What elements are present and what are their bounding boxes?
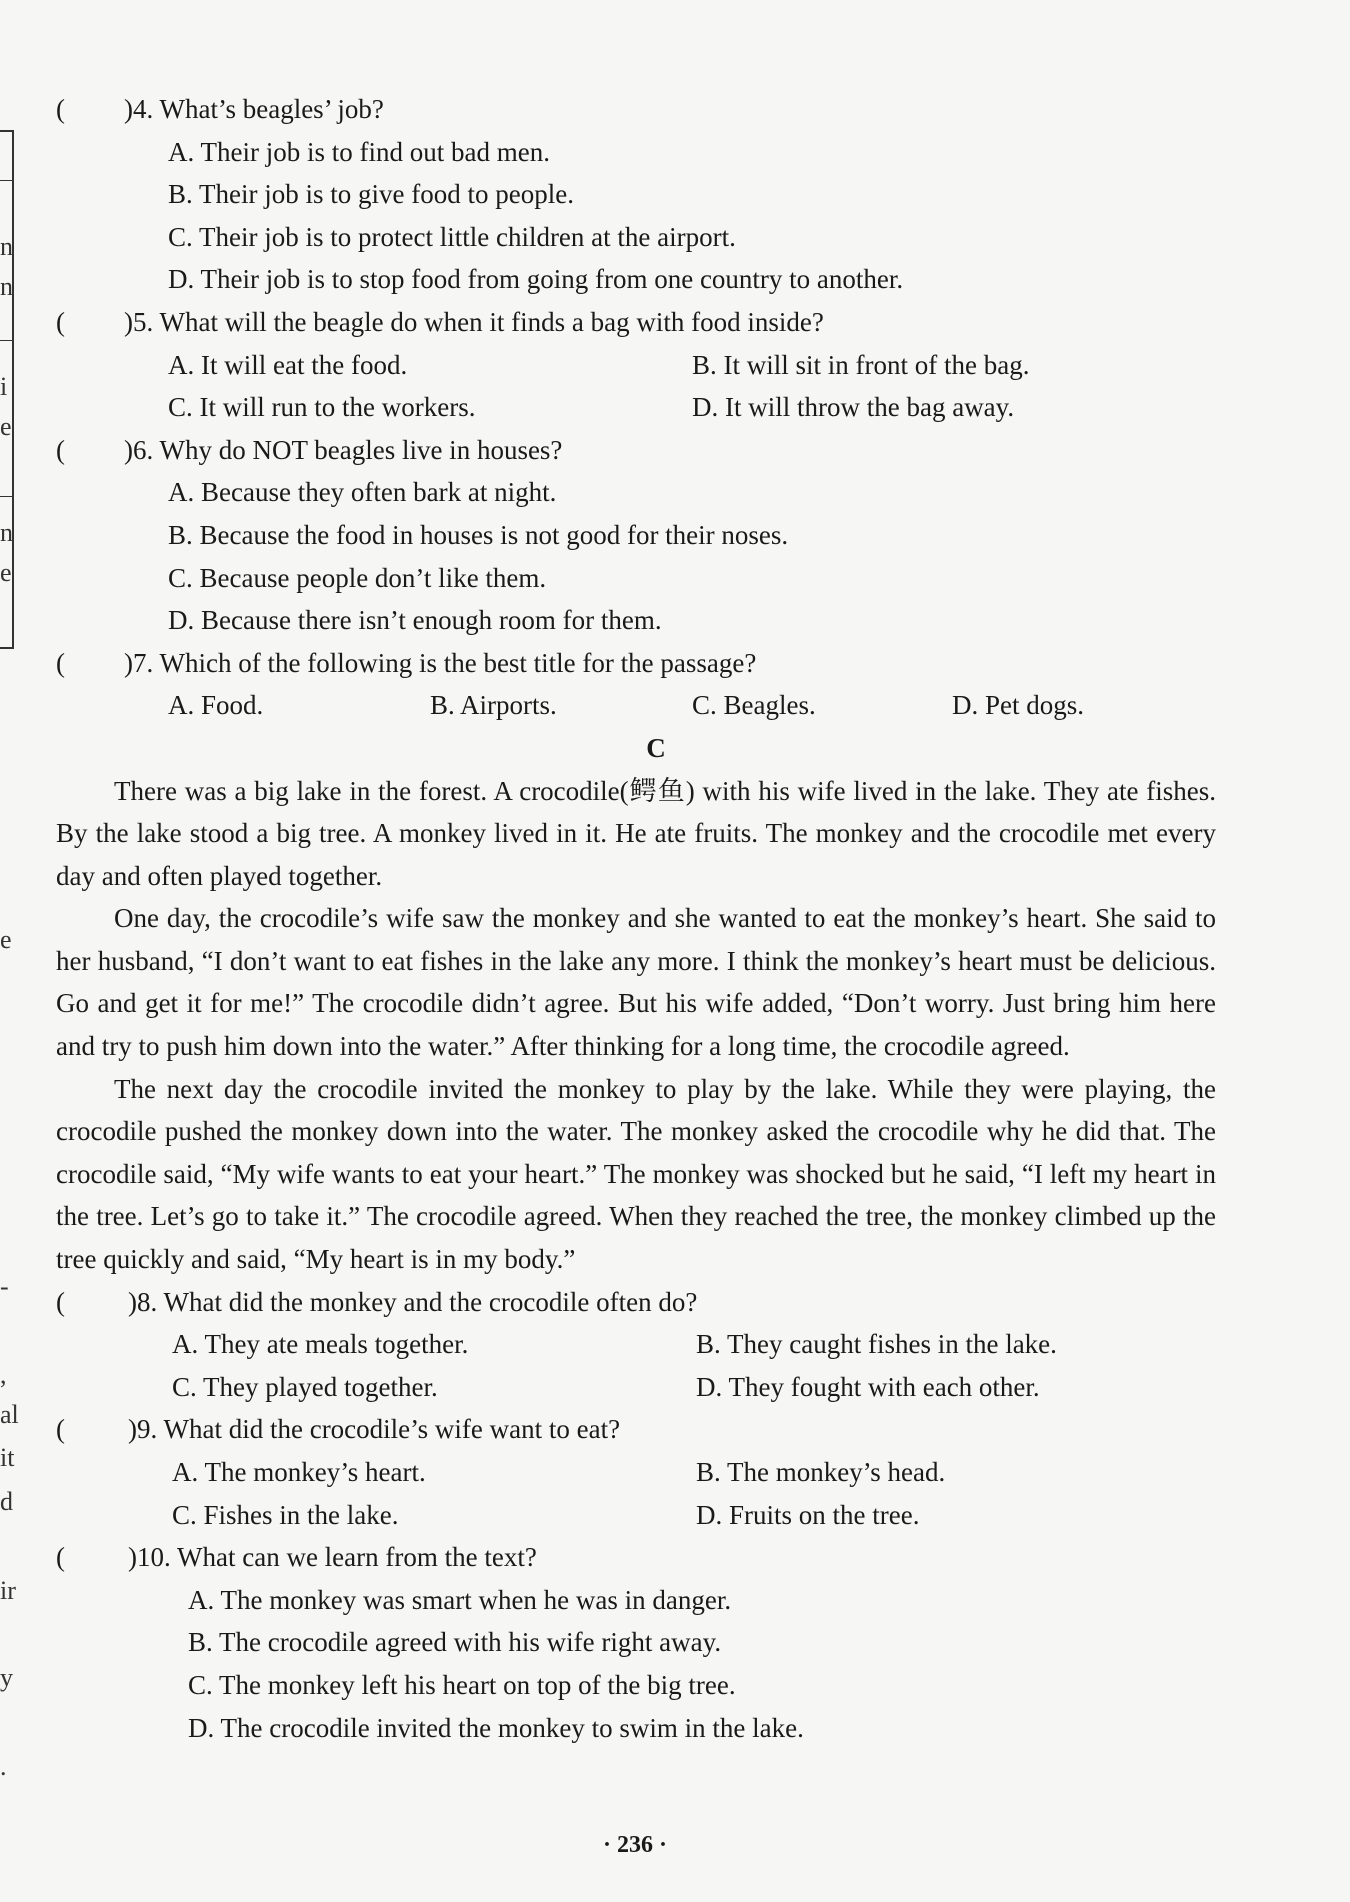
question-7 — [56, 642, 1216, 685]
option-row — [56, 599, 1216, 642]
option: D. They fought with each other. — [696, 1371, 1040, 1402]
question-9 — [56, 1408, 1216, 1451]
option: B. They caught fishes in the lake. — [696, 1329, 1057, 1360]
option-row — [56, 514, 1216, 557]
option: C. Fishes in the lake. — [172, 1499, 399, 1530]
margin-fragment: ir — [0, 1576, 16, 1605]
passage-text: There was a big lake in the forest. A crocodile(鳄鱼) with his wife lived in the lake. They ate fishes. By the lake stood a big tree. A monkey lived in it. He ate fruits. The monkey and the crocodile met every day and often played together. — [56, 775, 1216, 891]
question-8 — [56, 1281, 1216, 1324]
question-text: )8. What did the monkey and the crocodile often do? — [128, 1286, 698, 1317]
option: A. The monkey’s heart. — [172, 1457, 426, 1487]
option-row — [56, 173, 1216, 216]
margin-fragment: d — [0, 1487, 13, 1516]
question-text: )6. Why do NOT beagles live in houses? — [124, 434, 563, 465]
option-row — [56, 216, 1216, 259]
answer-blank[interactable]: ( — [56, 434, 65, 465]
margin-fragment: i — [0, 372, 8, 401]
margin-fragment: - — [0, 1272, 9, 1301]
margin-fragment: , — [0, 1360, 7, 1389]
option: B. The crocodile agreed with his wife right away. — [188, 1627, 722, 1658]
passage-paragraph — [56, 897, 1216, 1067]
passage-paragraph — [56, 1068, 1216, 1281]
section-title: C — [646, 732, 666, 763]
option-row — [56, 1707, 1216, 1750]
option: B. Their job is to give food to people. — [168, 179, 574, 210]
option-row — [56, 258, 1216, 301]
margin-fragment: it — [0, 1443, 15, 1472]
passage-paragraph — [56, 770, 1216, 898]
option: C. It will run to the workers. — [168, 392, 476, 423]
answer-blank[interactable]: ( — [56, 94, 65, 124]
option-row — [56, 471, 1216, 514]
option-row — [56, 557, 1216, 600]
question-text: )10. What can we learn from the text? — [128, 1542, 537, 1573]
margin-fragment: e — [0, 925, 12, 954]
option-row — [56, 1366, 1216, 1409]
option: A. The monkey was smart when he was in danger. — [188, 1584, 732, 1615]
passage-text: The next day the crocodile invited the monkey to play by the lake. While they were playing, the crocodile pushed the monkey down into the water. The monkey asked the crocodile why he did that. The crocodile said, “My wife wants to eat your heart.” The monkey was shocked but he said, “I left my heart in the tree. Let’s go to take it.” The crocodile agreed. When they reached the tree, the monkey climbed up the tree quickly and said, “My heart is in my body.” — [56, 1073, 1216, 1275]
option: C. The monkey left his heart on top of the big tree. — [188, 1669, 736, 1700]
question-5 — [56, 301, 1216, 344]
option: D. Because there isn’t enough room for them. — [168, 605, 662, 636]
margin-rule — [0, 180, 12, 181]
option: A. Food. — [168, 690, 264, 721]
question-10 — [56, 1536, 1216, 1579]
option: B. Because the food in houses is not good for their noses. — [168, 519, 789, 550]
answer-blank[interactable]: ( — [56, 1286, 65, 1317]
option: D. Fruits on the tree. — [696, 1499, 920, 1530]
option: D. Pet dogs. — [952, 690, 1085, 721]
option-row — [56, 386, 1216, 429]
question-6 — [56, 429, 1216, 472]
question-text: )7. Which of the following is the best title for the passage? — [124, 647, 757, 678]
option-row — [56, 1323, 1216, 1366]
margin-fragment: n — [0, 518, 13, 547]
option: D. It will throw the bag away. — [692, 392, 1015, 423]
option: B. It will sit in front of the bag. — [692, 349, 1030, 380]
exam-content — [56, 88, 1216, 1749]
answer-blank[interactable]: ( — [56, 1414, 65, 1445]
margin-fragment: . — [0, 1752, 7, 1781]
margin-fragment: e — [0, 412, 12, 441]
option: D. The crocodile invited the monkey to swim in the lake. — [188, 1712, 804, 1743]
option-row — [56, 684, 1216, 727]
question-text: )5. What will the beagle do when it finds a bag with food inside? — [124, 306, 824, 337]
option-row — [56, 344, 1216, 387]
option-row — [56, 1494, 1216, 1537]
margin-fragment: al — [0, 1400, 19, 1429]
margin-rule — [0, 340, 12, 341]
margin-fragment: e — [0, 558, 12, 587]
option-row — [56, 1579, 1216, 1622]
option-row — [56, 1664, 1216, 1707]
answer-blank[interactable]: ( — [56, 1542, 65, 1573]
option: C. Their job is to protect little children at the airport. — [168, 221, 736, 252]
option: B. The monkey’s head. — [696, 1457, 946, 1487]
question-4 — [56, 88, 1216, 131]
answer-blank[interactable]: ( — [56, 306, 65, 337]
option: A. Their job is to find out bad men. — [168, 136, 550, 167]
option: A. They ate meals together. — [172, 1329, 469, 1360]
margin-fragment: n — [0, 272, 13, 301]
margin-fragment: y — [0, 1663, 13, 1692]
option: D. Their job is to stop food from going from one country to another. — [168, 264, 904, 295]
margin-fragment: n — [0, 232, 13, 261]
option: A. Because they often bark at night. — [168, 477, 557, 508]
margin-rule — [0, 496, 12, 497]
option-row — [56, 131, 1216, 174]
option-row — [56, 1451, 1216, 1494]
question-text: )4. What’s beagles’ job? — [124, 94, 384, 124]
option: C. Beagles. — [692, 690, 816, 721]
page-number: · 236 · — [602, 1832, 667, 1858]
question-text: )9. What did the crocodile’s wife want to eat? — [128, 1414, 621, 1445]
passage-text: One day, the crocodile’s wife saw the monkey and she wanted to eat the monkey’s heart. She said to her husband, “I don’t want to eat fishes in the lake any more. I think the monkey’s heart must be delicious. Go and get it for me!” The crocodile didn’t agree. But his wife added, “Don’t worry. Just bring him here and try to push him down into the water.” After thinking for a long time, the crocodile agreed. — [56, 903, 1216, 1062]
option: C. Because people don’t like them. — [168, 562, 547, 593]
option: A. It will eat the food. — [168, 349, 408, 380]
answer-blank[interactable]: ( — [56, 647, 65, 678]
option-row — [56, 1621, 1216, 1664]
option: B. Airports. — [430, 690, 557, 721]
option: C. They played together. — [172, 1371, 438, 1402]
